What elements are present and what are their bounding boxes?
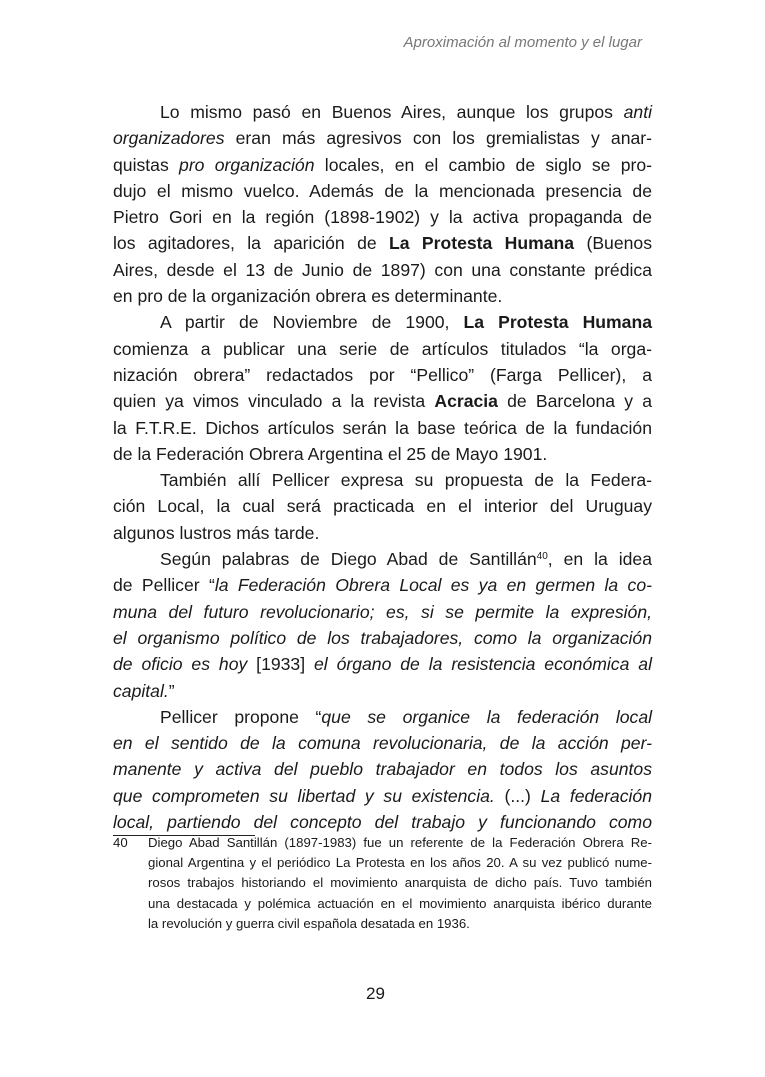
paragraph-line	[113, 783, 652, 809]
paragraph-line	[113, 546, 652, 572]
paragraph-line	[113, 756, 652, 782]
text-run: comienza a publicar una serie de artículos titulados “la orga-	[113, 338, 652, 359]
text-run: muna del futuro revolucionario; es, si se permite la expresión,	[113, 601, 652, 622]
paragraph-line	[113, 493, 652, 519]
text-run: ción Local, la cual será practicada en el interior del Uruguay	[113, 496, 652, 517]
text-run: el organismo político de los trabajadores, como la organización	[113, 627, 652, 648]
text-run: el órgano de la resistencia económica al	[314, 654, 652, 675]
text-run: la Federación Obrera Local es ya en germen la co-	[214, 575, 652, 596]
paragraph-line	[113, 336, 652, 362]
paragraph-line	[113, 415, 652, 441]
paragraph-line	[113, 99, 652, 125]
paragraph-line	[113, 204, 652, 230]
text-run: en el sentido de la comuna revolucionaria, de la acción per-	[113, 733, 652, 754]
paragraph-line	[113, 572, 652, 598]
paragraph-line	[113, 388, 652, 414]
footnote-line: gional Argentina y el periódico La Protesta en los años 20. A su vez publicó nume-	[148, 855, 652, 871]
paragraph-line	[113, 152, 652, 178]
text-run: locales, en el cambio de siglo se pro-	[314, 154, 652, 175]
footnote-line: la revolución y guerra civil española desatada en 1936.	[148, 915, 470, 931]
text-run: anti	[623, 102, 652, 122]
text-run: capital.	[113, 680, 169, 701]
paragraph-line	[113, 441, 652, 467]
paragraph-line	[113, 230, 652, 256]
text-run: La federación	[540, 785, 652, 806]
text-run: eran más agresivos con los gremialistas y anar-	[224, 128, 652, 149]
footnote-line: Diego Abad Santillán (1897-1983) fue un referente de la Federación Obrera Re-	[148, 835, 652, 850]
text-run: Pietro Gori en la región (1898-1902) y la activa propaganda de	[113, 207, 652, 228]
text-run: También allí Pellicer expresa su propuesta de la Federa-	[160, 470, 652, 491]
text-run: ”	[168, 680, 175, 701]
paragraph-line	[113, 625, 652, 651]
text-run: de Pellicer “	[113, 575, 215, 596]
text-run: A partir de Noviembre de 1900,	[160, 312, 464, 333]
text-run: quien ya vimos vinculado a la revista	[113, 391, 435, 412]
text-run: Pellicer propone “	[160, 706, 322, 727]
page-number: 29	[366, 984, 385, 1003]
text-run: Aires, desde el 13 de Junio de 1897) con una constante prédica	[113, 259, 652, 280]
paragraph-line	[113, 678, 652, 704]
paragraph-line	[113, 520, 652, 546]
text-run: (...)	[494, 785, 541, 806]
text-run: local, partiendo del concepto del trabajo y funcionando como	[113, 812, 652, 833]
text-run: en pro de la organización obrera es determinante.	[113, 286, 503, 307]
paragraph-line	[113, 362, 652, 388]
text-run: , en la idea	[547, 549, 652, 570]
paragraph-line	[113, 283, 652, 309]
text-run: Acracia	[434, 391, 498, 412]
footnote-line: una destacada y polémica actuación en el movimiento anarquista ibérico durante	[148, 895, 652, 911]
text-run: Lo mismo pasó en Buenos Aires, aunque los grupos	[160, 102, 624, 122]
footnote-reference[interactable]: 40	[536, 551, 548, 563]
text-run: los agitadores, la aparición de	[113, 233, 390, 254]
running-header: Aproximación al momento y el lugar	[403, 34, 642, 51]
text-run: pro organización	[179, 154, 315, 175]
paragraph-line	[113, 651, 652, 677]
paragraph-line	[113, 125, 652, 151]
paragraph-line	[113, 730, 652, 756]
footnote-text	[148, 833, 652, 934]
text-run: de Barcelona y a	[497, 391, 652, 412]
text-run: La Protesta Humana	[463, 312, 652, 333]
text-run: de la Federación Obrera Argentina el 25 de Mayo 1901.	[113, 443, 548, 464]
text-run: nización obrera” redactados por “Pellico” (Farga Pellicer), a	[113, 364, 652, 385]
text-run: Según palabras de Diego Abad de Santillán	[160, 549, 537, 570]
text-run: dujo el mismo vuelco. Además de la mencionada presencia de	[113, 180, 652, 201]
paragraph-line	[113, 467, 652, 493]
text-run: manente y activa del pueblo trabajador en todos los asuntos	[113, 759, 652, 780]
paragraph-line	[113, 704, 652, 730]
footnote	[113, 833, 652, 934]
text-run: organizadores	[113, 128, 225, 149]
text-run: que comprometen su libertad y su existencia.	[113, 785, 495, 806]
paragraph-line	[113, 599, 652, 625]
text-run: la F.T.R.E. Dichos artículos serán la base teórica de la fundación	[113, 417, 652, 438]
text-run: quistas	[113, 154, 180, 175]
paragraph-line	[113, 257, 652, 283]
text-run: algunos lustros más tarde.	[113, 522, 320, 543]
body-text	[113, 99, 652, 835]
paragraph-line	[113, 809, 652, 835]
text-run: (Buenos	[574, 233, 652, 254]
text-run: que se organice la federación local	[321, 706, 653, 727]
footnote-number: 40	[113, 835, 128, 850]
text-run: [1933]	[247, 654, 314, 675]
footnote-line: rosos trabajos historiando el movimiento anarquista de dicho país. Tuvo también	[148, 875, 652, 891]
text-run: La Protesta Humana	[389, 233, 575, 254]
paragraph-line	[113, 309, 652, 335]
paragraph-line	[113, 178, 652, 204]
text-run: de oficio es hoy	[113, 654, 248, 675]
